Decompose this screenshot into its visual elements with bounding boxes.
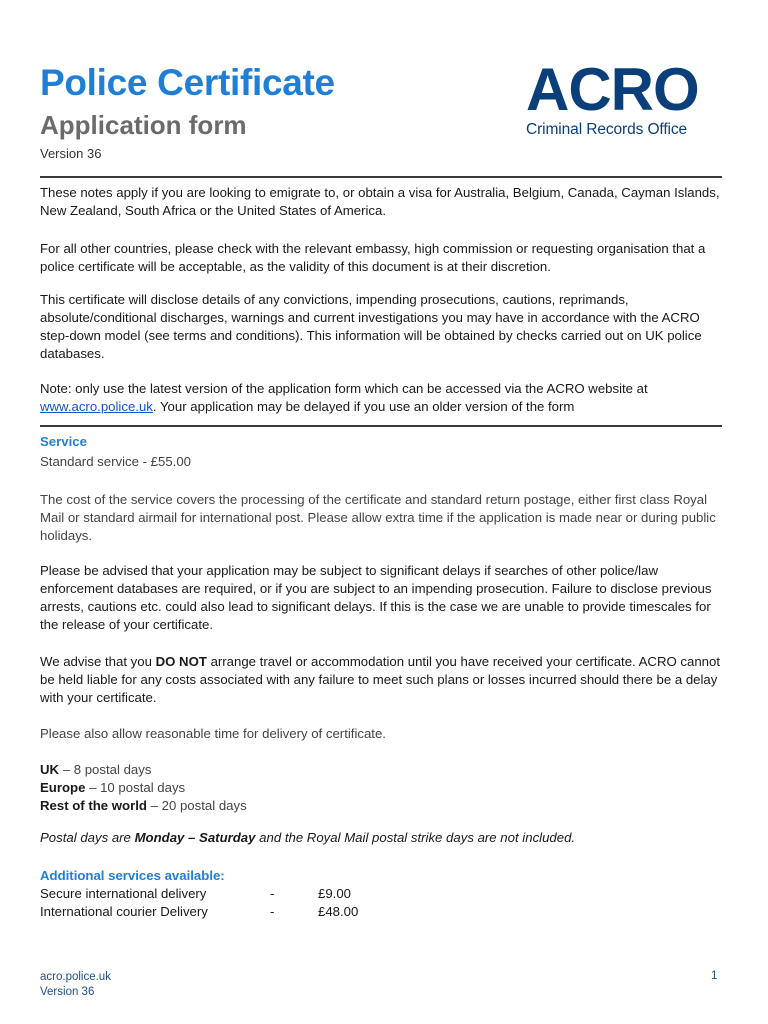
- service-price: £9.00: [318, 886, 352, 901]
- delivery-days: – 10 postal days: [85, 780, 186, 795]
- service-section: [40, 433, 730, 471]
- logo-subtitle: Criminal Records Office: [526, 121, 688, 138]
- service-row: [40, 903, 730, 921]
- delivery-days: – 20 postal days: [146, 798, 247, 813]
- advise-text: [40, 653, 730, 707]
- cost-paragraph: [40, 491, 730, 545]
- page-title: Police Certificate: [40, 62, 335, 103]
- service-dash: -: [270, 886, 275, 901]
- additional-services: [40, 867, 730, 921]
- service-name: Secure international delivery: [40, 886, 207, 901]
- delivery-region: Europe: [40, 780, 86, 795]
- delivery-region: UK: [40, 762, 60, 777]
- standard-service-price: Standard service - £55.00: [40, 454, 192, 469]
- advise-before: We advise that you: [40, 654, 152, 669]
- intro-text-2: For all other countries, please check with the relevant embassy, high commission or requesting organisation that a police certificate will be acceptable, as the validity of this document is at their discretion.: [40, 241, 706, 274]
- delivery-item-uk: [40, 761, 730, 779]
- intro-text-3: This certificate will disclose details of any convictions, impending prosecutions, cautions, reprimands, absolute/conditional discharges, warnings and current investigations you may have in accordance with the ACRO step-down model (see terms and conditions). This information will be obtained by checks carried out on UK police databases.: [40, 292, 702, 361]
- intro-text-4: [40, 380, 730, 416]
- footer-version: Version 36: [40, 986, 95, 998]
- delays-paragraph: [40, 562, 730, 634]
- delivery-region: Rest of the world: [40, 798, 147, 813]
- divider-middle: [40, 425, 722, 427]
- postal-after: and the Royal Mail postal strike days are not included.: [255, 830, 576, 845]
- additional-services-heading: Additional services available:: [40, 868, 225, 883]
- delivery-days: – 8 postal days: [59, 762, 152, 777]
- intro-paragraph-4: [40, 380, 730, 416]
- logo-wordmark: ACRO: [526, 56, 699, 123]
- divider-top: [40, 176, 722, 178]
- intro-paragraph-2: [40, 240, 730, 276]
- cost-text: The cost of the service covers the processing of the certificate and standard return postage, either first class Royal Mail or standard airmail for international post. Please allow extra time if the application is made near or during public holidays.: [40, 492, 716, 543]
- postal-emphasis: Monday – Saturday: [134, 830, 256, 845]
- page-subtitle: Application form: [40, 110, 247, 140]
- allow-text: Please also allow reasonable time for delivery of certificate.: [40, 726, 386, 741]
- postal-days-note: [40, 829, 730, 847]
- delivery-times-list: [40, 761, 730, 815]
- delays-text: Please be advised that your application may be subject to significant delays if searches of other police/law enforcement databases are required, or if you are subject to an impending prosecution. Failure to disclose previous arrests, cautions etc. could also lead to significant delays. If this is the case we are unable to provide timescales for the release of your certificate.: [40, 563, 712, 632]
- allow-paragraph: [40, 725, 730, 743]
- page-footer: [40, 970, 111, 1000]
- advise-after: arrange travel or accommodation until you have received your certificate. ACRO cannot be held liable for any costs associated with any failure to meet such plans or losses incurred should there be a delay with your certificate.: [40, 654, 720, 705]
- advise-emphasis: DO NOT: [155, 654, 207, 669]
- intro-paragraph-3: [40, 291, 730, 363]
- intro-text-1: These notes apply if you are looking to emigrate to, or obtain a visa for Australia, Belgium, Canada, Cayman Islands, New Zealand, South Africa or the United States of America.: [40, 185, 720, 218]
- delivery-item-rest: [40, 797, 730, 815]
- delivery-item-europe: [40, 779, 730, 797]
- postal-days-text: [40, 829, 730, 847]
- intro-paragraph-1: [40, 184, 730, 220]
- service-name: International courier Delivery: [40, 904, 208, 919]
- footer-site: acro.police.uk: [40, 971, 111, 983]
- service-row: [40, 885, 730, 903]
- note-text: Note: only use the latest version of the application form which can be accessed via the ACRO website at: [40, 381, 648, 396]
- acro-website-link[interactable]: www.acro.police.uk: [40, 399, 153, 414]
- version-label: Version 36: [40, 146, 102, 161]
- page-number: 1: [711, 970, 718, 982]
- advise-paragraph: [40, 653, 730, 707]
- service-heading: Service: [40, 434, 87, 449]
- acro-logo: [526, 56, 730, 139]
- service-dash: -: [270, 904, 275, 919]
- note-text-after: . Your application may be delayed if you use an older version of the form: [152, 399, 575, 414]
- service-price: £48.00: [318, 904, 359, 919]
- postal-before: Postal days are: [40, 830, 135, 845]
